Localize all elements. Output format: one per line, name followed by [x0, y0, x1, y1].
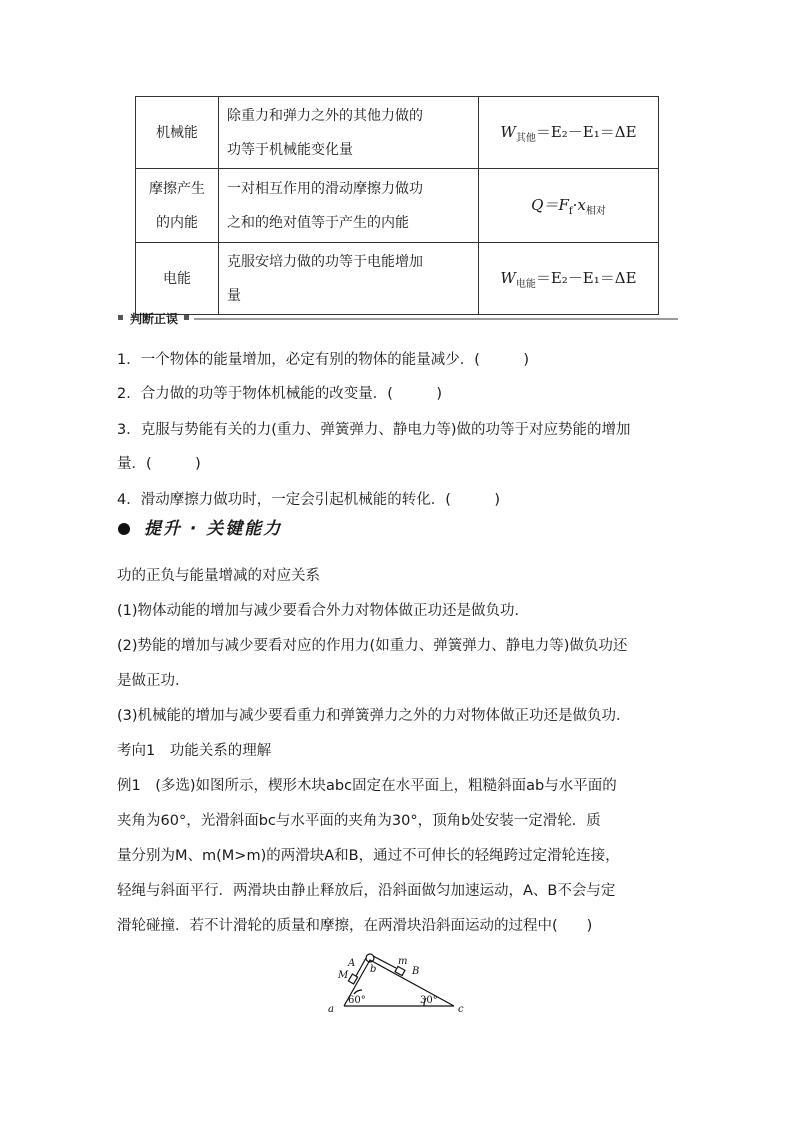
block-label-B: B	[412, 966, 420, 977]
example-line: 量分别为M、m(M>m)的两滑块A和B，通过不可伸长的轻绳跨过定滑轮连接，	[117, 848, 620, 864]
block-label-A: A	[348, 958, 356, 969]
table-row	[136, 243, 659, 315]
mass-label-m: m	[398, 956, 408, 967]
rope-a	[356, 958, 366, 976]
angle-label-60: 60°	[348, 995, 366, 1006]
point-line: (3)机械能的增加与减少要看重力和弹簧弹力之外的力对物体做正功还是做负功．	[117, 708, 631, 724]
vertex-label-a: a	[328, 1004, 334, 1015]
example-line: 滑轮碰撞．若不计滑轮的质量和摩擦，在两滑块沿斜面运动的过程中( )	[117, 918, 593, 934]
table-row	[136, 169, 659, 243]
vertex-label-c: c	[458, 1004, 464, 1015]
mass-label-M: M	[338, 970, 349, 981]
energy-type-cell: 摩擦产生 的内能	[136, 169, 219, 243]
topic-line: 考向1 功能关系的理解	[117, 743, 272, 759]
intro-line: 功的正负与能量增减的对应关系	[117, 568, 320, 584]
example-line: 轻绳与斜面平行．两滑块由静止释放后，沿斜面做匀加速运动，A、B不会与定	[117, 883, 616, 899]
divider	[194, 318, 678, 320]
bullet-dot-icon	[118, 523, 130, 535]
judge-item: 3．克服与势能有关的力(重力、弹簧弹力、静电力等)做的功等于对应势能的增加	[117, 422, 631, 438]
point-line: 是做正功．	[117, 673, 190, 689]
example-line: 夹角为60°，光滑斜面bc与水平面的夹角为30°，顶角b处安装一定滑轮．质	[117, 813, 601, 829]
formula-cell: $W_{电能}=E_2-E_1=\Delta E$	[479, 243, 659, 315]
square-bullet-icon	[184, 315, 189, 320]
wedge-diagram	[326, 946, 472, 1016]
judge-item: 4．滑动摩擦力做功时，一定会引起机械能的转化．( )	[117, 492, 501, 508]
angle-arc	[354, 990, 362, 994]
relation-cell: 一对相互作用的滑动摩擦力做功 之和的绝对值等于产生的内能	[219, 169, 479, 243]
judge-heading: 判断正误	[130, 312, 179, 326]
example-line: 例1 (多选)如图所示，楔形木块abc固定在水平面上，粗糙斜面ab与水平面的	[117, 778, 617, 794]
point-line: (1)物体动能的增加与减少要看合外力对物体做正功还是做负功．	[117, 603, 530, 619]
relation-cell: 除重力和弹力之外的其他力做的 功等于机械能变化量	[219, 97, 479, 169]
point-line: (2)势能的增加与减少要看对应的作用力(如重力、弹簧弹力、静电力等)做负功还	[117, 638, 628, 654]
energy-type-cell: 电能	[136, 243, 219, 315]
judge-item: 量．( )	[117, 456, 201, 472]
angle-label-30: 30°	[420, 995, 438, 1006]
energy-relation-table	[135, 96, 659, 315]
energy-type-cell: 机械能	[136, 97, 219, 169]
relation-cell: 克服安培力做的功等于电能增加 量	[219, 243, 479, 315]
judge-item: 2．合力做的功等于物体机械能的改变量．( )	[117, 386, 443, 402]
square-bullet-icon	[118, 315, 123, 320]
rope-b	[373, 956, 396, 968]
judge-section-header	[118, 310, 678, 328]
judge-item: 1．一个物体的能量增加，必定有别的物体的能量减少．( )	[117, 352, 530, 368]
vertex-label-b: b	[370, 964, 377, 975]
formula-cell: $Q=F_f\cdot x_{相对}$	[479, 169, 659, 243]
formula-cell: $W_{其他}=E_2-E_1=\Delta E$	[479, 97, 659, 169]
table-row	[136, 97, 659, 169]
section-title: 提升 · 关键能力	[144, 519, 283, 539]
